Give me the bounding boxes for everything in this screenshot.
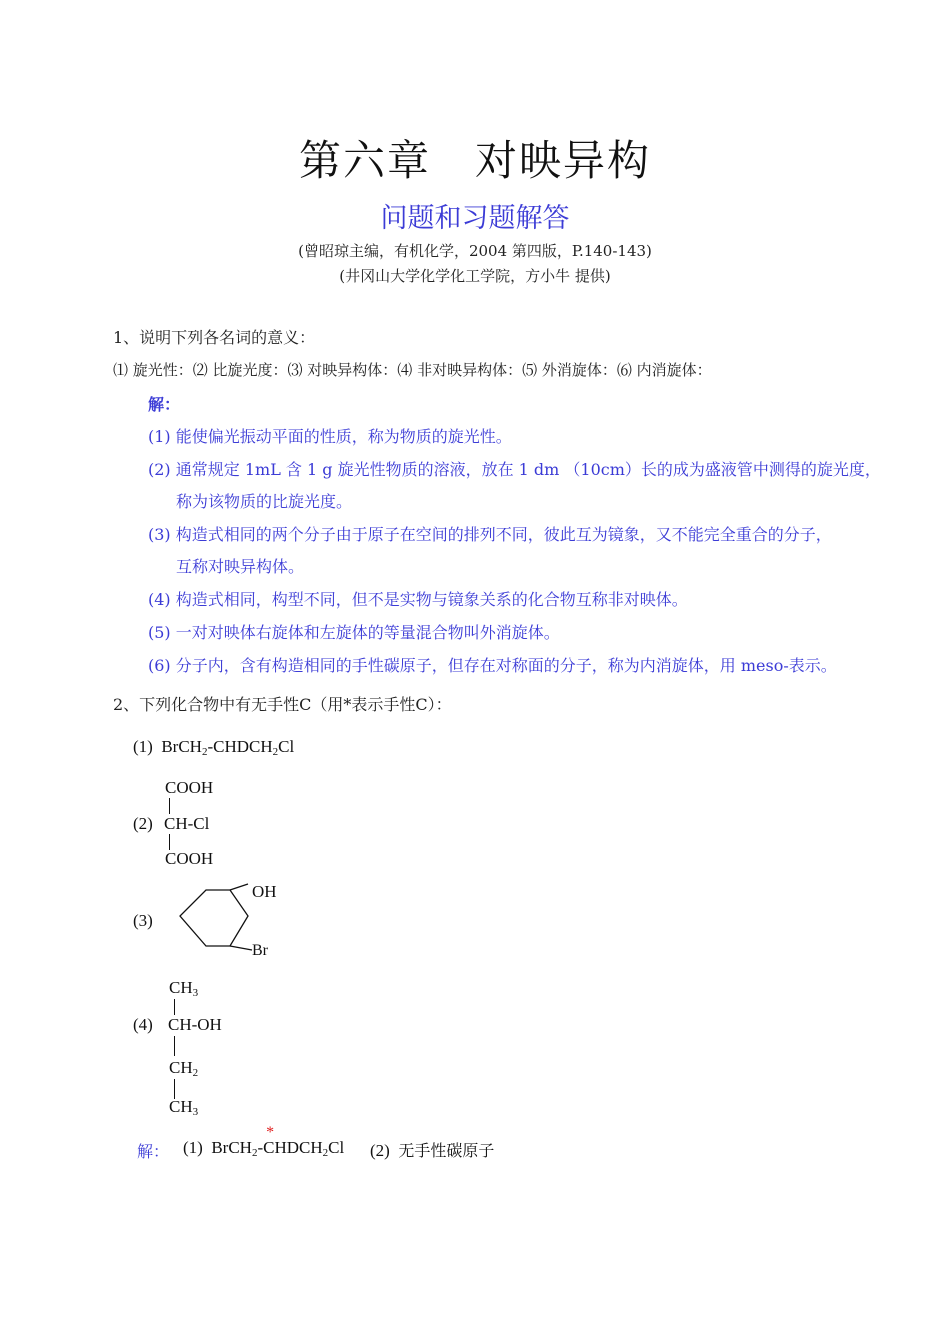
compound-3-br: Br — [252, 942, 268, 959]
compound-4-bond-1 — [174, 999, 175, 1015]
q2-answer-1-sub-2: 2 — [322, 1147, 329, 1159]
compound-1-part-a: BrCH — [161, 737, 202, 756]
chapter-title: 第六章 对映异构 — [298, 136, 651, 185]
compound-4-row-4 — [169, 1097, 198, 1118]
answer-item-2-cont: 称为该物质的比旋光度。 — [176, 492, 353, 511]
q2-answer-1 — [183, 1124, 345, 1159]
compound-1-number: (1) — [133, 737, 153, 756]
compound-2-bond-bottom — [169, 834, 170, 850]
compound-4-sub-3: 2 — [192, 1067, 199, 1079]
compound-4-row-2: CH-OH — [168, 1015, 222, 1034]
q2-answer-label: 解： — [137, 1142, 170, 1161]
compound-4-row-3 — [169, 1058, 198, 1079]
compound-2-middle: CH-Cl — [164, 814, 210, 833]
page-subtitle: 问题和习题解答 — [380, 203, 570, 234]
answer-label: 解： — [148, 395, 181, 414]
compound-4-sub-4: 3 — [192, 1106, 199, 1118]
answer-item-1: (1) 能使偏光振动平面的性质，称为物质的旋光性。 — [148, 427, 512, 446]
compound-1-sub-2: 2 — [272, 746, 279, 758]
answer-item-6: (6) 分子内，含有构造相同的手性碳原子，但存在对称面的分子，称为内消旋体，用 meso-表示。 — [148, 656, 837, 675]
compound-4-ch2: CH — [169, 1058, 193, 1077]
question-1-terms: ⑴ 旋光性：⑵ 比旋光度：⑶ 对映异构体：⑷ 非对映异构体：⑸ 外消旋体：⑹ 内消旋体： — [113, 361, 712, 379]
compound-4-number: (4) — [133, 1015, 153, 1034]
chiral-star-marker: * — [266, 1124, 275, 1141]
compound-1-sub-1: 2 — [201, 746, 208, 758]
question-2-stem: 2、下列化合物中有无手性C（用*表示手性C）： — [113, 695, 452, 714]
q2-answer-1-part-b: HDCH — [274, 1138, 323, 1157]
q2-answer-1-number: (1) — [183, 1138, 203, 1157]
compound-1-part-b: -CHDCH — [207, 737, 273, 756]
compound-4-bond-2 — [174, 1036, 175, 1056]
answer-item-3: (3) 构造式相同的两个分子由于原子在空间的排列不同，彼此互为镜象，又不能完全重合的分子， — [148, 525, 832, 544]
answer-item-3-cont: 互称对映异构体。 — [176, 557, 305, 576]
answer-item-5: (5) 一对对映体右旋体和左旋体的等量混合物叫外消旋体。 — [148, 623, 560, 642]
q2-answer-2 — [370, 1138, 494, 1161]
q2-answer-1-sub-1: 2 — [251, 1147, 258, 1159]
compound-3-oh: OH — [252, 882, 277, 901]
compound-4-row-1 — [169, 978, 198, 999]
q2-answer-1-part-a: BrCH — [211, 1138, 252, 1157]
compound-2-number: (2) — [133, 814, 153, 833]
q2-answer-1-cl: Cl — [328, 1138, 345, 1157]
chiral-carbon: C — [263, 1138, 275, 1157]
compound-2-bond-top — [169, 798, 170, 814]
compound-3-number: (3) — [133, 911, 153, 930]
answer-item-4: (4) 构造式相同，构型不同，但不是实物与镜象关系的化合物互称非对映体。 — [148, 590, 688, 609]
compound-4-sub-1: 3 — [192, 987, 199, 999]
compound-4-ch: CH — [169, 978, 193, 997]
compound-4-ch3: CH — [169, 1097, 193, 1116]
compound-4-bond-3 — [174, 1079, 175, 1099]
compound-1 — [133, 737, 294, 758]
q2-answer-2-text: 无手性碳原子 — [398, 1143, 495, 1160]
answer-item-2: (2) 通常规定 1mL 含 1 g 旋光性物质的溶液，放在 1 dm （10cm）长的成为盛液管中测得的旋光度， — [148, 460, 881, 479]
q2-answer-2-number: (2) — [370, 1141, 390, 1160]
compound-1-part-c: Cl — [278, 737, 295, 756]
compound-2-bottom: COOH — [165, 849, 214, 868]
source-line-2: (井冈山大学化学化工学院，方小牛 提供) — [339, 267, 611, 285]
source-line-1: (曾昭琼主编，有机化学，2004 第四版，P.140-143) — [298, 242, 652, 260]
question-1-stem: 1、说明下列各名词的意义： — [113, 328, 316, 347]
compound-2-top: COOH — [165, 778, 214, 797]
q2-answer-1-dash: - — [257, 1138, 264, 1157]
